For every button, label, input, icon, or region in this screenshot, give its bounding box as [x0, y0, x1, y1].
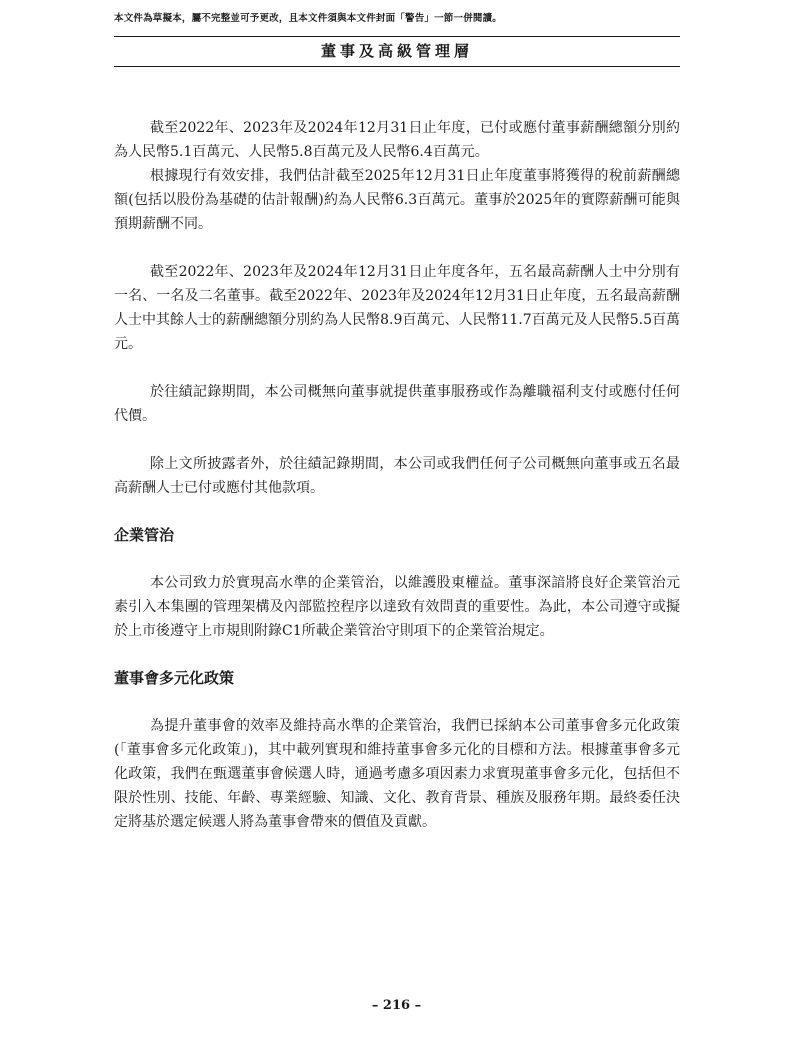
paragraph-highest-paid: 截至2022年、2023年及2024年12月31日止年度各年，五名最高薪酬人士中分別有一名、一名及二名董事。截至2022年、2023年及2024年12月31日止年度，五名最高薪酬人士中其餘人士的薪酬總額分別約為人民幣8.9百萬元、人民幣11.7百萬元及人民幣5.5百萬元。: [114, 264, 680, 352]
section-title: 董事及高級管理層: [320, 42, 473, 60]
paragraph-estimated-remuneration: 根據現行有效安排，我們估計截至2025年12月31日止年度董事將獲得的稅前薪酬總額(包括以股份為基礎的估計報酬)約為人民幣6.3百萬元。董事於2025年的實際薪酬可能與預期薪酬不同。: [114, 168, 680, 232]
header-rule-top: [114, 36, 680, 37]
heading-board-diversity: 董事會多元化政策: [114, 669, 235, 687]
paragraph-corporate-governance: 本公司致力於實現高水準的企業管治，以維護股東權益。董事深諳將良好企業管治元素引入本集團的管理架構及內部監控程序以達致有效問責的重要性。為此，本公司遵守或擬於上市後遵守上市規則附錄C1所載企業管治守則項下的企業管治規定。: [114, 575, 680, 639]
paragraph-no-other-payments: 除上文所披露者外，於往績記錄期間，本公司或我們任何子公司概無向董事或五名最高薪酬人士已付或應付其他款項。: [114, 456, 680, 496]
draft-disclaimer: 本文件為草擬本，屬不完整並可予更改，且本文件須與本文件封面「警告」一節一併閱讀。: [114, 13, 503, 24]
paragraph-director-remuneration: 截至2022年、2023年及2024年12月31日止年度，已付或應付董事薪酬總額分別約為人民幣5.1百萬元、人民幣5.8百萬元及人民幣6.4百萬元。: [114, 120, 680, 160]
heading-corporate-governance: 企業管治: [114, 526, 175, 544]
paragraph-board-diversity: 為提升董事會的效率及維持高水準的企業管治，我們已採納本公司董事會多元化政策(「董事會多元化政策」)，其中載列實現和維持董事會多元化的目標和方法。根據董事會多元化政策，我們在甄選董事會候選人時，通過考慮多項因素力求實現董事會多元化，包括但不限於性別、技能、年齡、專業經驗、知識、文化、教育背景、種族及服務年期。最終委任決定將基於選定候選人將為董事會帶來的價值及貢獻。: [114, 718, 680, 830]
header-rule-bottom: [114, 66, 680, 67]
page-number: – 216 –: [371, 998, 422, 1013]
paragraph-no-consideration: 於往績記錄期間，本公司概無向董事就提供董事服務或作為離職福利支付或應付任何代價。: [114, 384, 680, 424]
